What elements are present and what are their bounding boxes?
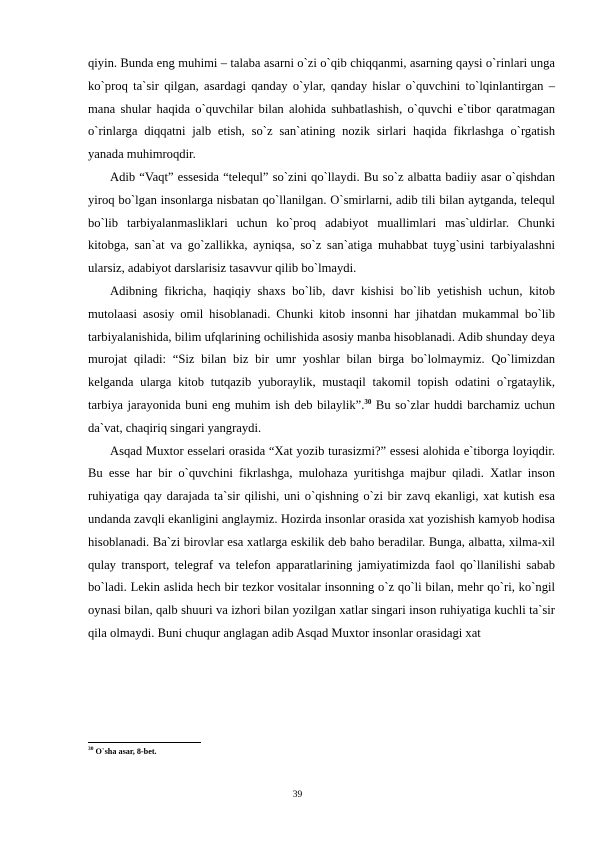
paragraph-1: qiyin. Bunda eng muhimi – talaba asarni o`zi o`qib chiqqanmi, asarning qaysi o`rinlari unga ko`proq ta`sir qilgan, asardagi qanday o`ylar, qanday hislar o`quvchini to`lqinlantirgan – mana shular haqida o`quvchilar bilan alohida suhbatlashish, o`quvchi e`tibor qaratmagan o`rinlarga diqqatni jalb etish, so`z san`atining nozik sirlari haqida fikrlashga o`rgatish yanada muhimroqdir.	[88, 56, 555, 162]
paragraph-4: Asqad Muxtor esselari orasida “Xat yozib turasizmi?” essesi alohida e`tiborga loyiqdir. Bu esse har bir o`quvchini fikrlashga, mulohaza yuritishga majbur qiladi. Xatlar inson ruhiyatiga qay darajada ta`sir qilishi, uni o`qishning o`zi bir zavq ekanligi, xat kutish esa undanda zavqli ekanligini anglaymiz. Hozirda insonlar orasida xat yozishish kamyob hodisa hisoblanadi. Ba`zi birovlar esa xatlarga eskilik deb baho beradilar. Bunga, albatta, xilma-xil qulay transport, telegraf va telefon apparatlarining jamiyatimizda faol qo`llanilishi sabab bo`ladi. Lekin aslida hech bir tezkor vositalar insonning o`z qo`li bilan, mehr qo`ri, ko`ngil oynasi bilan, qalb shuuri va izhori bilan yozilgan xatlar singari inson ruhiyatiga kuchli ta`sir qila olmaydi. Buni chuqur anglagan adib Asqad Muxtor insonlar orasidagi xat	[88, 443, 555, 640]
paragraph-2: Adib “Vaqt” essesida “telequl” so`zini qo`llaydi. Bu so`z albatta badiiy asar o`qishdan yiroq bo`lgan insonlarga nisbatan qo`llanilgan. O`smirlarni, adib tili bilan aytganda, telequl bo`lib tarbiyalanmasliklari uchun ko`proq adabiyot muallimlari mas`uldirlar. Chunki kitobga, san`at va go`zallikka, ayniqsa, so`z san`atiga muhabbat tuyg`usini tarbiyalashni ularsiz, adabiyot darslarisiz tasavvur qilib bo`lmaydi.	[88, 169, 555, 276]
paragraph-3-text-after: Bu so`zlar huddi barchamiz uchun da`vat, chaqiriq singari yangraydi.	[88, 397, 555, 435]
paragraph-3-text-before: Adibning fikricha, haqiqiy shaxs bo`lib, davr kishisi bo`lib yetishish uchun, kitob mutolaasi asosiy omil hisoblanadi. Chunki kitob insonni har jihatdan mukammal bo`lib tarbiyalanishida, bilim ufqlarining ochilishida asosiy manba hisoblanadi. Adib shunday deya murojat qiladi: “Siz bilan biz bir umr yoshlar bilan birga bo`lolmaymiz. Qo`limizdan kelganda ularga kitob tutqazib yuboraylik, mustaqil takomil topish odatini o`rgataylik, tarbiya jarayonida buni eng muhim ish deb bilaylik”.	[88, 283, 555, 412]
footnote-separator	[88, 742, 201, 743]
page-body	[88, 52, 555, 645]
footnote-reference[interactable]: 30	[364, 397, 372, 406]
page-number: 39	[292, 790, 303, 800]
paragraph-3	[88, 280, 555, 440]
footnote-text: O`sha asar, 8-bet.	[95, 747, 157, 756]
footnote	[88, 746, 157, 757]
footnote-number: 30	[88, 746, 94, 753]
